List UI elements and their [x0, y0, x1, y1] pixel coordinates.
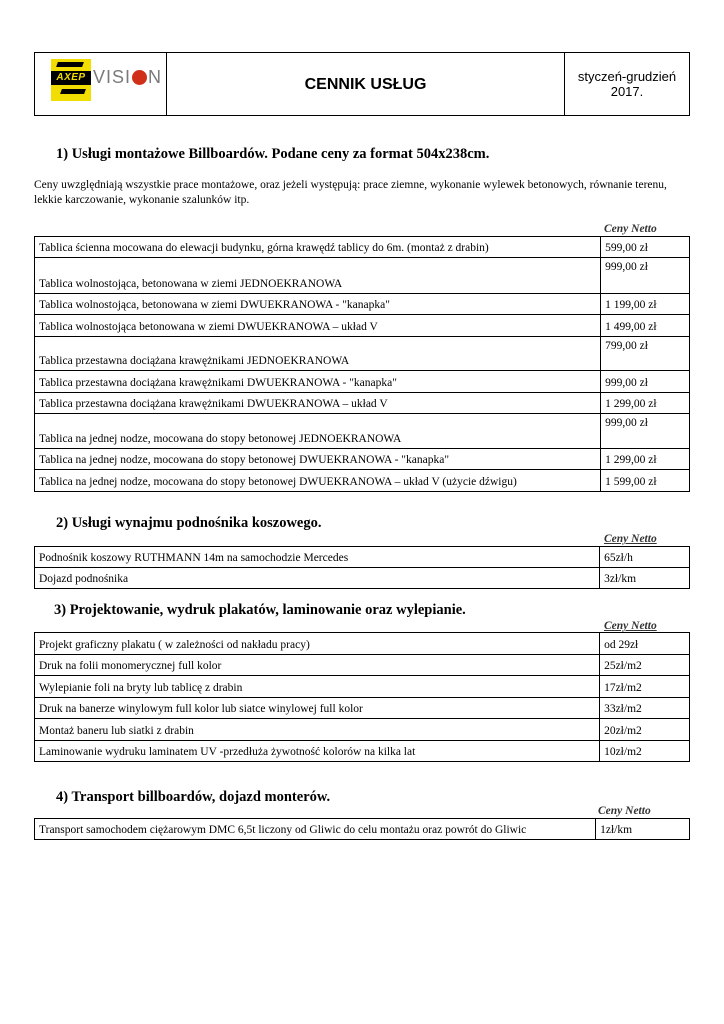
table-row: Montaż baneru lub siatki z drabin 20zł/m2	[35, 719, 690, 741]
axep-logo-icon: AXEP	[51, 59, 91, 101]
section3-ceny-label: Ceny Netto	[604, 620, 657, 632]
logo	[35, 53, 167, 115]
period-line2: 2017.	[610, 84, 644, 99]
section2-table	[34, 546, 690, 589]
table-row: Tablica ścienna mocowana do elewacji budynku, górna krawędź tablicy do 6m. (montaż z drabin) 599,00 zł	[35, 237, 690, 258]
table-row: Tablica wolnostojąca, betonowana w ziemi JEDNOEKRANOWA 999,00 zł	[35, 258, 690, 294]
table-row: Druk na folii monomerycznej full kolor 25zł/m2	[35, 655, 690, 676]
section1-ceny-label: Ceny Netto	[604, 223, 657, 235]
section4-heading: 4) Transport billboardów, dojazd monterów.	[56, 789, 331, 805]
table-row: Projekt graficzny plakatu ( w zależności od nakładu pracy) od 29zł	[35, 633, 690, 655]
period-line1: styczeń-grudzień	[577, 69, 677, 84]
section3-table	[34, 632, 690, 762]
section4-ceny-label: Ceny Netto	[598, 805, 651, 817]
table-row: Tablica przestawna dociążana krawężnikami DWUEKRANOWA - "kanapka" 999,00 zł	[35, 371, 690, 393]
table-row: Tablica na jednej nodze, mocowana do stopy betonowej JEDNOEKRANOWA 999,00 zł	[35, 414, 690, 449]
table-row: Druk na banerze winylowym full kolor lub siatce winylowej full kolor 33zł/m2	[35, 698, 690, 719]
section1-table	[34, 236, 690, 492]
vision-logo: VISI N	[93, 67, 163, 87]
red-dot-icon	[132, 70, 147, 85]
section1-note: Ceny uwzględniają wszystkie prace montażowe, oraz jeżeli występują: prace ziemne, wykonanie wylewek betonowych, równanie terenu, lekkie karczowanie, wykonanie szalunków itp.	[34, 179, 667, 206]
table-row: Dojazd podnośnika 3zł/km	[35, 568, 690, 589]
table-row: Tablica przestawna dociążana krawężnikami JEDNOEKRANOWA 799,00 zł	[35, 337, 690, 371]
section2-ceny-label: Ceny Netto	[604, 533, 657, 545]
section4-table	[34, 818, 690, 840]
section2-heading: 2) Usługi wynajmu podnośnika koszowego.	[56, 515, 322, 531]
document-header	[34, 52, 690, 116]
table-row: Tablica przestawna dociążana krawężnikami DWUEKRANOWA – układ V 1 299,00 zł	[35, 393, 690, 414]
page-title: CENNIK USŁUG	[167, 53, 565, 115]
table-row: Podnośnik koszowy RUTHMANN 14m na samochodzie Mercedes 65zł/h	[35, 547, 690, 568]
table-row: Tablica wolnostojąca, betonowana w ziemi DWUEKRANOWA - "kanapka" 1 199,00 zł	[35, 294, 690, 315]
period	[565, 53, 689, 115]
table-row: Tablica na jednej nodze, mocowana do stopy betonowej DWUEKRANOWA – układ V (użycie dźwigu) 1 599,00 zł	[35, 470, 690, 492]
table-row: Tablica wolnostojąca betonowana w ziemi DWUEKRANOWA – układ V 1 499,00 zł	[35, 315, 690, 337]
section1-heading: 1) Usługi montażowe Billboardów. Podane ceny za format 504x238cm.	[56, 146, 490, 162]
section3-heading: 3) Projektowanie, wydruk plakatów, laminowanie oraz wylepianie.	[54, 602, 466, 618]
table-row: Wylepianie foli na bryty lub tablicę z drabin 17zł/m2	[35, 676, 690, 698]
table-row: Laminowanie wydruku laminatem UV -przedłuża żywotność kolorów na kilka lat 10zł/m2	[35, 741, 690, 762]
table-row: Tablica na jednej nodze, mocowana do stopy betonowej DWUEKRANOWA - "kanapka" 1 299,00 zł	[35, 449, 690, 470]
table-row: Transport samochodem ciężarowym DMC 6,5t liczony od Gliwic do celu montażu oraz powrót do Gliwic 1zł/km	[35, 819, 690, 840]
